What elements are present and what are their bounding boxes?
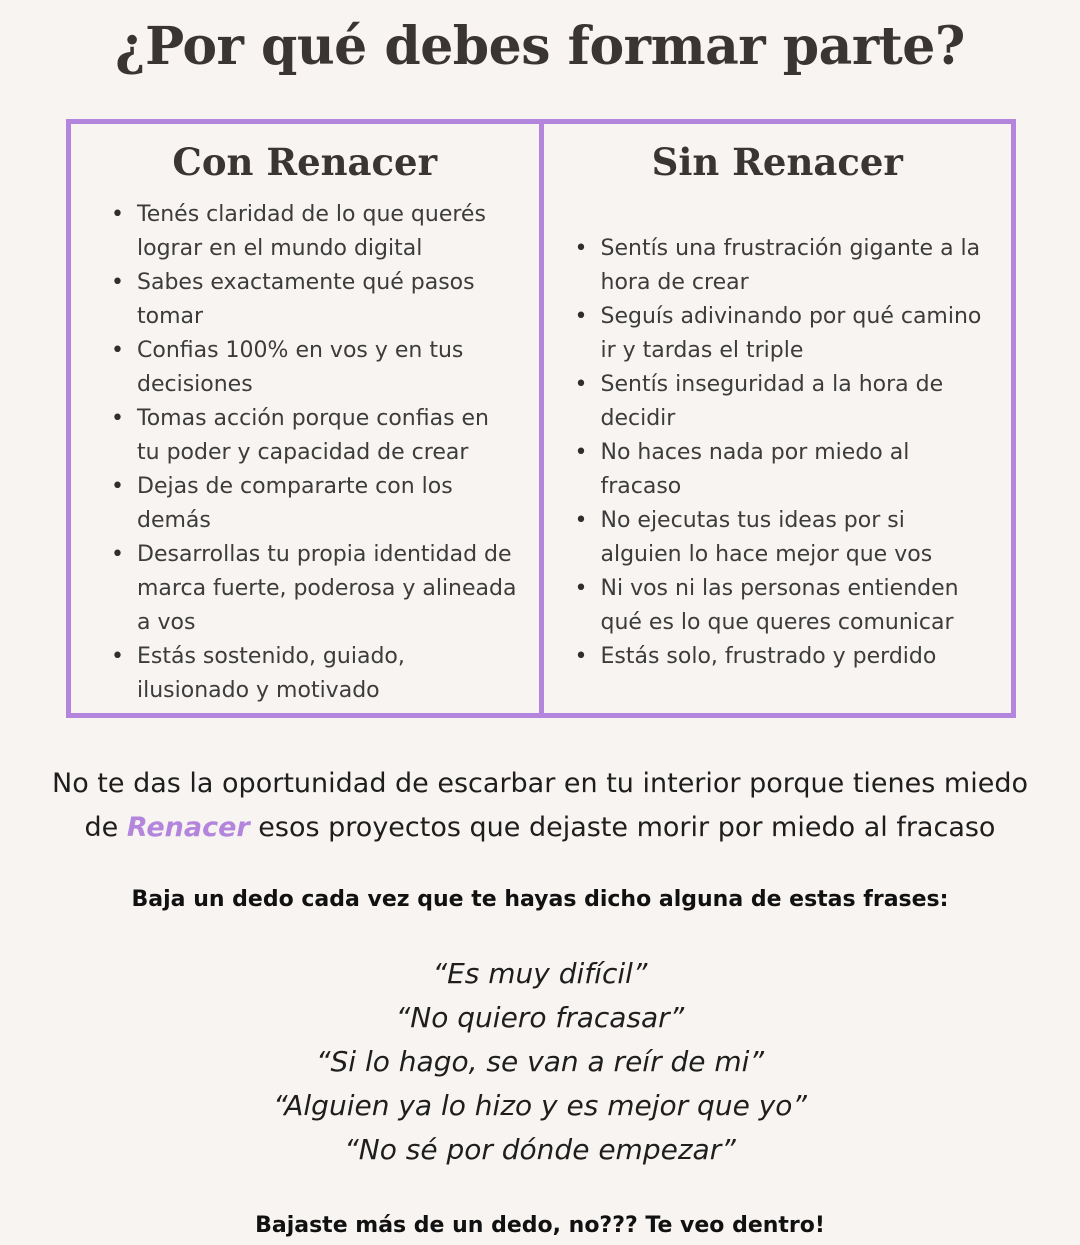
- list-item-line: demás: [137, 508, 211, 533]
- bullet-icon: •: [111, 406, 124, 431]
- list-item: [574, 232, 996, 300]
- intro-line-1: No te das la oportunidad de escarbar en tu interior porque tienes miedo: [52, 768, 1028, 799]
- bullet-icon: •: [111, 474, 124, 499]
- bullet-icon: •: [574, 440, 588, 465]
- list-item-line: Estás solo, frustrado y perdido: [600, 644, 937, 669]
- list-item-line: a vos: [137, 610, 196, 635]
- list-item-line: Sabes exactamente qué pasos: [137, 270, 475, 295]
- bullet-icon: •: [574, 236, 588, 261]
- renacer-highlight: Renacer: [126, 812, 250, 843]
- list-item-line: tu poder y capacidad de crear: [137, 440, 469, 465]
- list-item: [574, 368, 996, 436]
- list-item-line: Confias 100% en vos y en tus: [137, 338, 464, 363]
- list-item: [111, 640, 532, 708]
- list-item: [574, 640, 996, 674]
- list-item-line: hora de crear: [600, 270, 749, 295]
- bullet-icon: •: [574, 508, 588, 533]
- phrase-item: “No quiero fracasar”: [395, 1001, 685, 1034]
- phrase-item: “Si lo hago, se van a reír de mi”: [316, 1045, 764, 1078]
- instruction-text: Baja un dedo cada vez que te hayas dicho alguna de estas frases:: [131, 887, 949, 912]
- intro-line-2-suffix: esos proyectos que dejaste morir por miedo al fracaso: [249, 812, 996, 843]
- list-item-line: ir y tardas el triple: [600, 338, 804, 363]
- list-item-line: Seguís adivinando por qué camino: [600, 304, 982, 329]
- list-item: [111, 334, 532, 402]
- intro-paragraph: [0, 762, 1080, 850]
- list-item-line: tomar: [137, 304, 204, 329]
- list-item: [111, 198, 532, 266]
- bullet-icon: •: [111, 338, 124, 363]
- bullet-icon: •: [574, 576, 588, 601]
- list-item-line: Desarrollas tu propia identidad de: [137, 542, 512, 567]
- list-item: [111, 538, 532, 640]
- bullet-icon: •: [574, 372, 588, 397]
- intro-line-2-prefix: de: [84, 812, 127, 843]
- bullet-icon: •: [574, 304, 588, 329]
- list-item: [574, 436, 996, 504]
- list-item-line: Sentís inseguridad a la hora de: [600, 372, 944, 397]
- list-item-line: Tenés claridad de lo que querés: [137, 202, 486, 227]
- benefits-list: [111, 198, 532, 708]
- list-item: [574, 300, 996, 368]
- list-item: [574, 504, 996, 572]
- list-item-line: Ni vos ni las personas entienden: [600, 576, 959, 601]
- list-item-line: marca fuerte, poderosa y alineada: [137, 576, 517, 601]
- comparison-table: [66, 119, 1016, 718]
- column-heading-con-renacer: Con Renacer: [172, 140, 438, 184]
- list-item-line: alguien lo hace mejor que vos: [600, 542, 933, 567]
- column-sin-renacer: [539, 124, 1012, 713]
- list-item-line: lograr en el mundo digital: [137, 236, 423, 261]
- bullet-icon: •: [111, 644, 124, 669]
- list-item: [111, 266, 532, 334]
- list-item-line: Estás sostenido, guiado,: [137, 644, 405, 669]
- list-item: [111, 470, 532, 538]
- list-item-line: No ejecutas tus ideas por si: [600, 508, 905, 533]
- bullet-icon: •: [574, 644, 588, 669]
- list-item-line: qué es lo que queres comunicar: [600, 610, 954, 635]
- column-heading-sin-renacer: Sin Renacer: [651, 140, 903, 184]
- list-item-line: decisiones: [137, 372, 253, 397]
- column-con-renacer: [71, 124, 539, 713]
- list-item-line: Tomas acción porque confias en: [137, 406, 489, 431]
- list-item: [574, 572, 996, 640]
- phrase-item: “No sé por dónde empezar”: [344, 1133, 736, 1166]
- phrase-item: “Es muy difícil”: [432, 957, 648, 990]
- phrase-item: “Alguien ya lo hizo y es mejor que yo”: [273, 1089, 807, 1122]
- list-item-line: decidir: [600, 406, 676, 431]
- bullet-icon: •: [111, 542, 124, 567]
- pain-points-list: [574, 232, 996, 674]
- list-item-line: Sentís una frustración gigante a la: [600, 236, 981, 261]
- list-item-line: No haces nada por miedo al: [600, 440, 910, 465]
- closing-text: Bajaste más de un dedo, no??? Te veo dentro!: [255, 1213, 825, 1238]
- bullet-icon: •: [111, 202, 124, 227]
- list-item-line: fracaso: [600, 474, 682, 499]
- bullet-icon: •: [111, 270, 124, 295]
- list-item: [111, 402, 532, 470]
- list-item-line: ilusionado y motivado: [137, 678, 380, 703]
- page-title: ¿Por qué debes formar parte?: [115, 16, 965, 77]
- list-item-line: Dejas de compararte con los: [137, 474, 453, 499]
- phrases-list: [0, 952, 1080, 1172]
